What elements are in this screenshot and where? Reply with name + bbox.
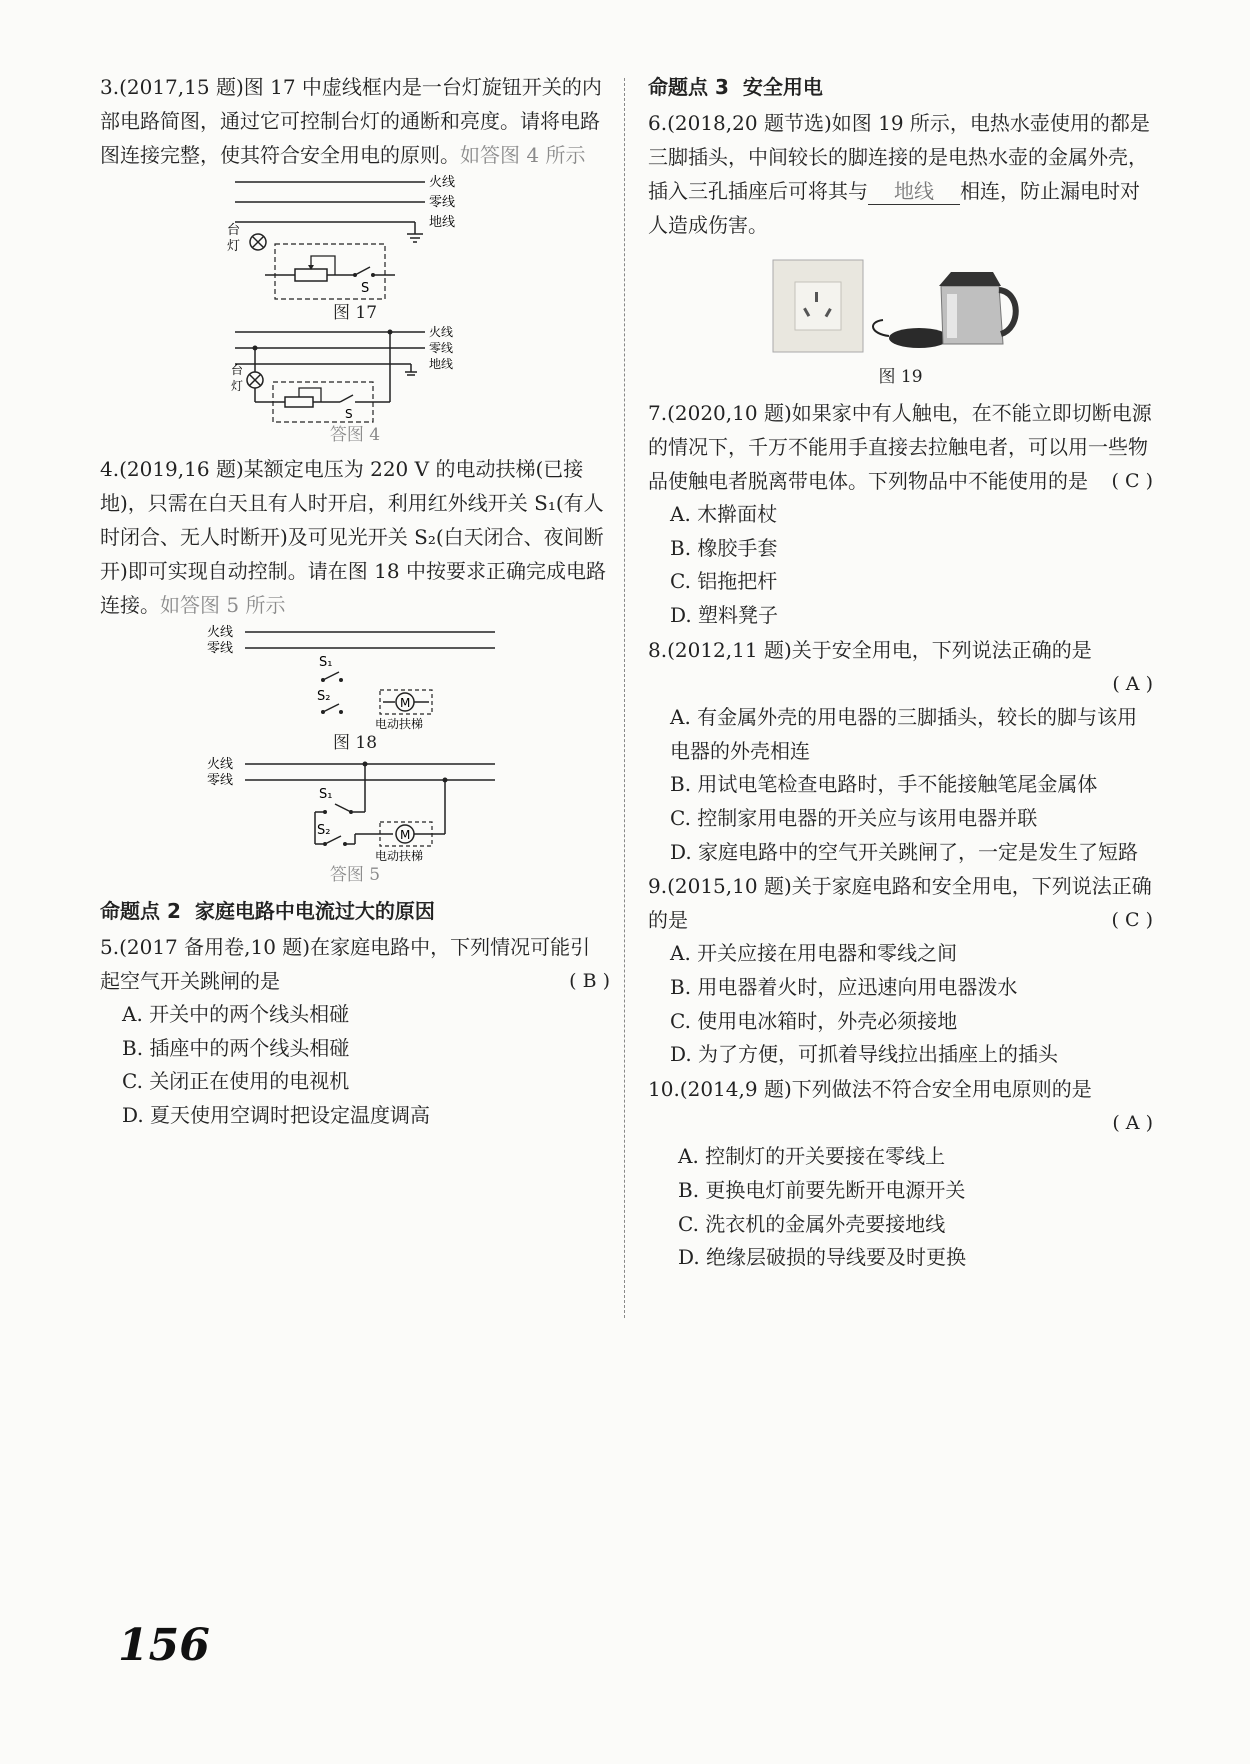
ans5-s1-label: S₁ (319, 787, 333, 802)
question-3 (100, 70, 610, 172)
fig18-s1-label: S₁ (319, 655, 333, 670)
question-10-text: 10.(2014,9 题)下列做法不符合安全用电原则的是 (648, 1077, 1092, 1102)
q10-option-b: B. 更换电灯前要先断开电源开关 (678, 1177, 966, 1202)
question-5-answer: ( B ) (569, 970, 610, 992)
fig17-ground-label: 地线 (429, 215, 456, 230)
question-4-note: 如答图 5 所示 (160, 593, 286, 617)
left-column (100, 70, 610, 1133)
fig18-live-label: 火线 (207, 625, 234, 640)
fig18-s2-label: S₂ (317, 689, 331, 704)
fig18-escalator-label: 电动扶梯 (375, 717, 424, 731)
answer-figure-4-diagram (225, 324, 485, 424)
q9-option-c: C. 使用电冰箱时，外壳必须接地 (670, 1008, 958, 1033)
section-2-label: 命题点 2 (100, 899, 181, 923)
question-8-answer: ( A ) (1112, 672, 1153, 695)
question-4 (100, 452, 610, 622)
question-9-text: 9.(2015,10 题)关于家庭电路和安全用电，下列说法正确的是 (648, 874, 1152, 933)
q9-option-a: A. 开关应接在用电器和零线之间 (670, 941, 958, 966)
q10-option-c: C. 洗衣机的金属外壳要接地线 (678, 1211, 946, 1236)
fig17-switch-label: S (361, 281, 370, 296)
question-6-text-before: 6.(2018,20 题节选)如图 19 所示，电热水壶使用的都是三脚插头，中间较长的脚连接的是电热水壶的金属外壳，插入三孔插座后可将其与 (648, 111, 1150, 203)
q9-option-b: B. 用电器着火时，应迅速向用电器泼水 (670, 975, 1018, 1000)
fig17-neutral-label: 零线 (429, 195, 456, 210)
right-column (648, 70, 1153, 1275)
section-2-heading (100, 894, 610, 928)
q7-option-d: D. 塑料凳子 (670, 603, 779, 628)
ans4-ground-label: 地线 (429, 357, 454, 371)
ans4-live-label: 火线 (429, 325, 454, 339)
fig17-switch (355, 267, 370, 275)
figure-19-caption: 图 19 (878, 367, 923, 387)
column-divider (624, 78, 625, 1318)
q8-option-b: B. 用试电笔检查电路时，手不能接触笔尾金属体 (670, 772, 1098, 797)
kettle-base-image (889, 328, 949, 348)
section-3-label: 命题点 3 (648, 75, 729, 99)
ans5-motor-label: M (400, 828, 411, 842)
question-9 (648, 869, 1153, 937)
q10-option-d: D. 绝缘层破损的导线要及时更换 (678, 1245, 967, 1270)
question-5 (100, 930, 610, 998)
ans5-live-label: 火线 (207, 757, 234, 772)
fig18-motor-label: M (400, 696, 411, 710)
question-6-blank-answer: 地线 (868, 178, 960, 205)
ans5-s2-label: S₂ (317, 823, 331, 838)
answer-figure-4-caption: 答图 4 (329, 425, 381, 445)
q7-option-a: A. 木擀面杖 (670, 502, 778, 526)
question-3-note: 如答图 4 所示 (460, 143, 586, 167)
question-3-text: 3.(2017,15 题)图 17 中虚线框内是一台灯旋钮开关的内部电路简图，通过它可控制台灯的通断和亮度。请将电路图连接完整，使其符合安全用电的原则。 (100, 75, 602, 167)
question-8-text: 8.(2012,11 题)关于安全用电，下列说法正确的是 (648, 637, 1092, 662)
question-7 (648, 396, 1153, 498)
ans4-lamp-label-1: 台 (231, 363, 244, 377)
q8-option-c: C. 控制家用电器的开关应与该用电器并联 (670, 805, 1038, 830)
answer-figure-5-diagram (205, 754, 505, 864)
fig18-neutral-label: 零线 (207, 641, 234, 656)
fig17-lamp-label-1: 台 (227, 223, 241, 238)
question-6-text-after: 相连，防止漏电时对人造成伤害。 (648, 179, 1140, 237)
figure-18-diagram (205, 622, 505, 732)
q5-option-b: B. 插座中的两个线头相碰 (122, 1035, 350, 1060)
question-6 (648, 106, 1153, 242)
q8-option-d: D. 家庭电路中的空气开关跳闸了，一定是发生了短路 (670, 839, 1139, 864)
fig18-switch-s1 (323, 672, 339, 680)
figure-19-photo (771, 256, 1031, 366)
question-5-text: 5.(2017 备用卷,10 题)在家庭电路中，下列情况可能引起空气开关跳闸的是 (100, 935, 591, 993)
ans4-neutral-label: 零线 (429, 341, 454, 355)
ans4-switch-label: S (345, 407, 353, 421)
ans5-neutral-label: 零线 (207, 773, 234, 788)
fig17-live-label: 火线 (429, 175, 456, 190)
q5-option-a: A. 开关中的两个线头相碰 (122, 1002, 350, 1026)
q8-option-a: A. 有金属外壳的用电器的三脚插头，较长的脚与该用电器的外壳相连 (670, 704, 1138, 763)
q7-option-c: C. 铝拖把杆 (670, 569, 778, 594)
q5-option-d: D. 夏天使用空调时把设定温度调高 (122, 1103, 431, 1128)
question-10-answer: ( A ) (1112, 1112, 1153, 1135)
fig17-lamp-label-2: 灯 (227, 239, 241, 254)
question-7-text: 7.(2020,10 题)如果家中有人触电，在不能立即切断电源的情况下，千万不能用手直接去拉触电者，可以用一些物品使触电者脱离带电体。下列物品中不能使用的是 (648, 401, 1152, 493)
q9-option-d: D. 为了方便，可抓着导线拉出插座上的插头 (670, 1042, 1059, 1067)
fig17-rheostat (295, 269, 327, 281)
q7-option-b: B. 橡胶手套 (670, 535, 778, 560)
figure-17-caption: 图 17 (332, 303, 378, 323)
q5-option-c: C. 关闭正在使用的电视机 (122, 1069, 350, 1094)
question-7-answer: ( C ) (1111, 470, 1153, 492)
figure-17-diagram (225, 172, 485, 302)
question-8 (648, 633, 1153, 695)
ans4-lamp-label-2: 灯 (231, 379, 244, 393)
section-3-title: 安全用电 (742, 75, 823, 99)
q10-option-a: A. 控制灯的开关要接在零线上 (678, 1144, 946, 1169)
page-number: 156 (118, 1620, 210, 1671)
answer-figure-5-caption: 答图 5 (329, 865, 381, 885)
ans5-escalator-label: 电动扶梯 (375, 849, 424, 863)
question-10 (648, 1072, 1153, 1135)
question-4-text: 4.(2019,16 题)某额定电压为 220 V 的电动扶梯(已接地)，只需在白天且有人时开启，利用红外线开关 S₁(有人时闭合、无人时断开)及可见光开关 S₂(白天闭合、夜间断开)即可实现自动控制。请在图 18 中按要求正确完成电路连接。 (100, 457, 606, 617)
figure-18-caption: 图 18 (332, 733, 378, 753)
question-9-answer: ( C ) (1111, 909, 1153, 932)
fig18-switch-s2 (323, 704, 339, 712)
section-3-heading (648, 70, 1153, 104)
section-2-title: 家庭电路中电流过大的原因 (194, 899, 435, 923)
